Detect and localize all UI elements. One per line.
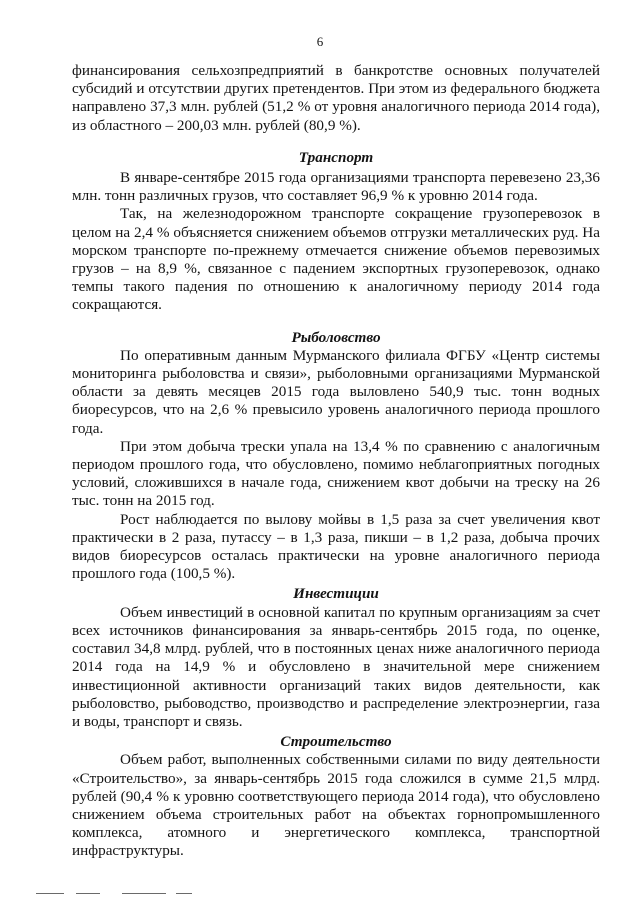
document-body — [72, 62, 600, 861]
transport-paragraph-2: Так, на железнодорожном транспорте сокращение грузоперевозок в целом на 2,4 % объясняется снижением объемов отгрузки металлических руд. На морском транспорте по-прежнему отмечается снижение объемов перевозимых грузов – на 8,9 %, связанное с падением экспортных грузоперевозок, однако темпы такого падения по отношению к аналогичному периоду 2014 года сокращаются. — [72, 205, 600, 314]
construction-heading: Строительство — [280, 733, 392, 751]
page-number: 6 — [316, 34, 324, 49]
footer-scan-marks — [36, 893, 236, 899]
construction-paragraph-1: Объем работ, выполненных собственными силами по виду деятельности «Строительство», за январь-сентябрь 2015 года сложился в сумме 21,5 млрд. рублей (90,4 % к уровню соответствующего периода 2014 года), что обусловлено снижением объема строительных работ на объектах горнопромышленного комплекса, атомного и энергетического комплекса, транспортной инфраструктуры. — [72, 751, 600, 860]
transport-paragraph-1: В январе-сентябре 2015 года организациями транспорта перевезено 23,36 млн. тонн различных грузов, что составляет 96,9 % к уровню 2014 года. — [72, 169, 600, 205]
fishing-paragraph-2: При этом добыча трески упала на 13,4 % по сравнению с аналогичным периодом прошлого года, что обусловлено, помимо неблагоприятных погодных условий, сложившихся в начале года, снижением квот добычи на треску на 26 тыс. тонн на 2015 год. — [72, 437, 600, 510]
fishing-heading: Рыболовство — [291, 328, 381, 346]
investment-paragraph-1: Объем инвестиций в основной капитал по крупным организациям за счет всех источников финансирования за январь-сентябрь 2015 года, по оценке, составил 34,8 млрд. рублей, что в постоянных ценах ниже аналогичного периода 2014 года на 14,9 % и обусловлено в значительной мере снижением инвестиционной активности организаций таких видов деятельности, как рыболовство, рыбоводство, производство и распределение электроэнергии, газа и воды, транспорт и связь. — [72, 603, 600, 730]
fishing-paragraph-1: По оперативным данным Мурманского филиала ФГБУ «Центр системы мониторинга рыболовства и связи», рыболовными организациями Мурманской области за девять месяцев 2015 года выловлено 540,9 тыс. тонн водных биоресурсов, что на 2,6 % превысило уровень аналогичного периода прошлого года. — [72, 346, 600, 437]
intro-paragraph: финансирования сельхозпредприятий в банкротстве основных получателей субсидий и отсутствии других претендентов. При этом из федерального бюджета направлено 37,3 млн. рублей (51,2 % от уровня аналогичного периода 2014 года), из областного – 200,03 млн. рублей (80,9 %). — [72, 62, 600, 134]
investment-heading: Инвестиции — [293, 585, 379, 603]
fishing-paragraph-3: Рост наблюдается по вылову мойвы в 1,5 раза за счет увеличения квот практически в 2 раза, путассу – в 1,3 раза, пикши – в 1,2 раза, добыча прочих видов биоресурсов осталась практически на уровне аналогичного периода прошлого года (100,5 %). — [72, 510, 600, 583]
transport-heading: Транспорт — [298, 148, 374, 166]
